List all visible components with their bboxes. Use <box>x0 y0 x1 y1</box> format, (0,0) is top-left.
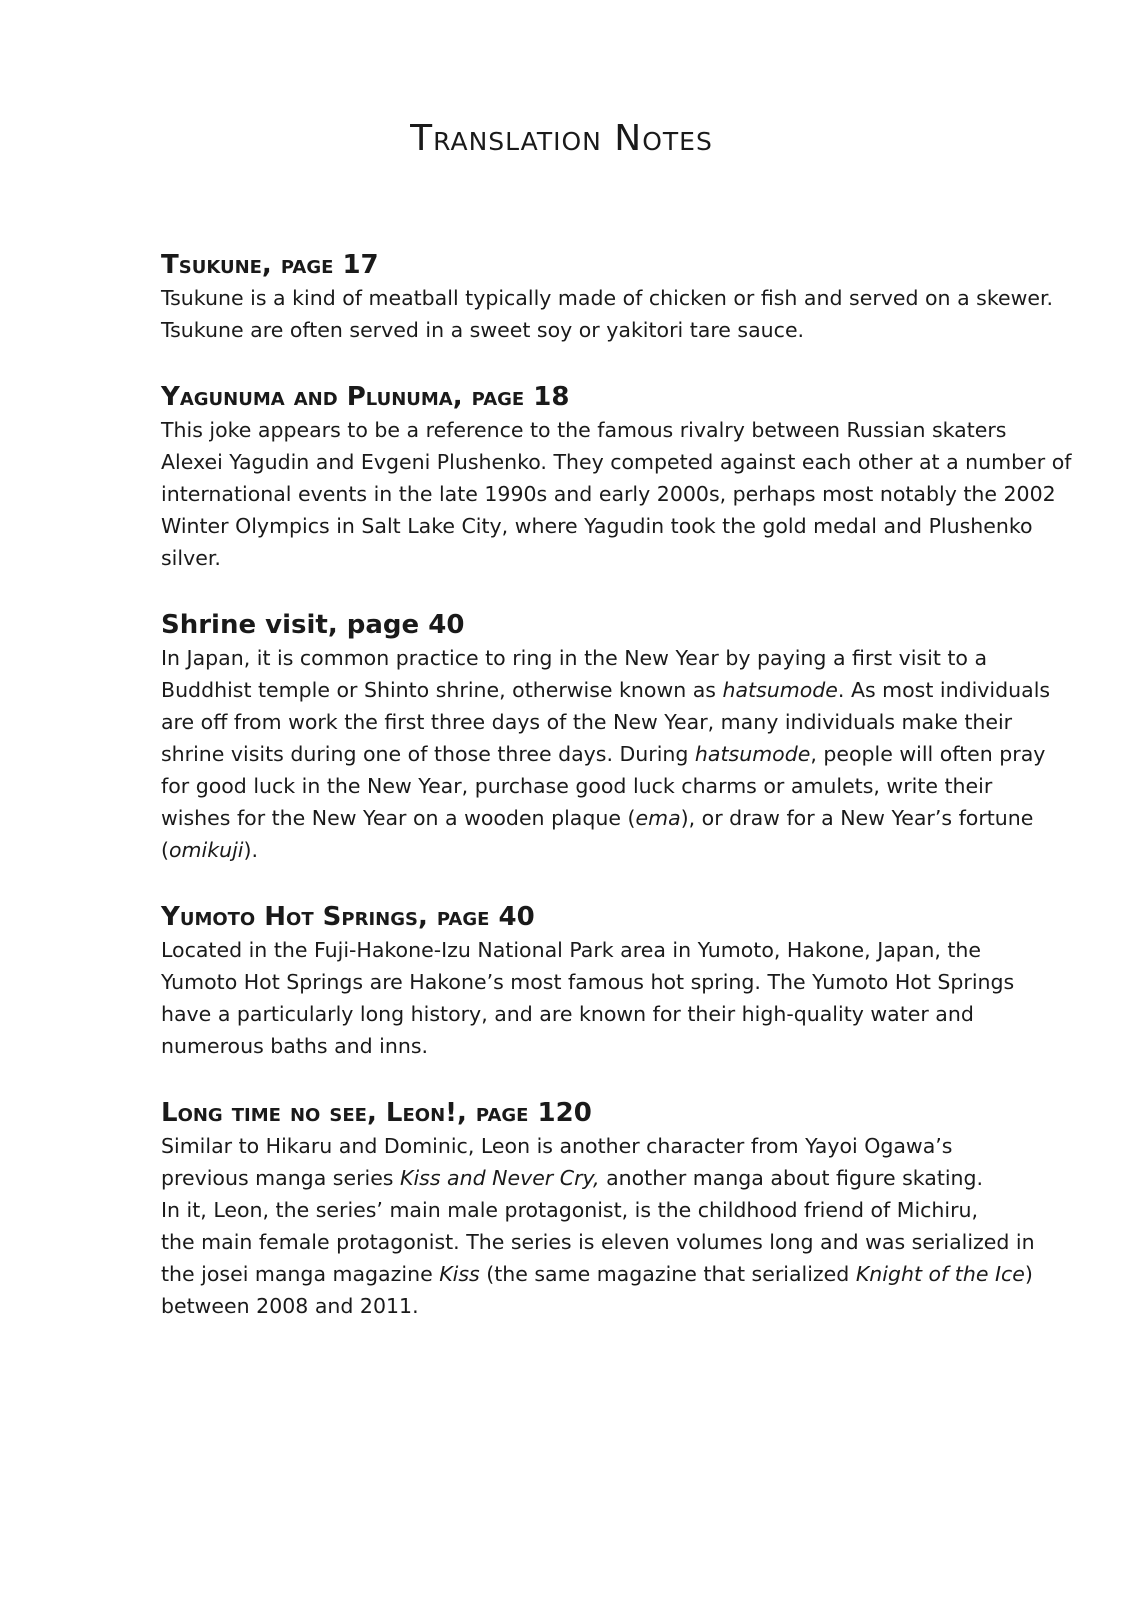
note-line: international events in the late 1990s and early 2000s, perhaps most notably the 2002 <box>161 482 1056 506</box>
italic-term: omikuji <box>169 838 244 862</box>
note-line: In Japan, it is common practice to ring in the New Year by paying a first visit to a <box>161 646 988 670</box>
note-line: Winter Olympics in Salt Lake City, where Yagudin took the gold medal and Plushenko <box>161 514 1033 538</box>
note-line: previous manga series Kiss and Never Cry, another manga about figure skating. <box>161 1166 984 1190</box>
note-line: silver. <box>161 546 221 570</box>
italic-title: Kiss and Never Cry, <box>400 1166 600 1190</box>
note-heading: Shrine visit, page 40 <box>161 610 465 640</box>
note-line: Tsukune are often served in a sweet soy or yakitori tare sauce. <box>161 318 805 342</box>
page-title: Translation Notes <box>410 118 713 159</box>
note-body <box>161 934 1015 1062</box>
note-body <box>161 414 1072 574</box>
note-line: between 2008 and 2011. <box>161 1294 419 1318</box>
note-line: wishes for the New Year on a wooden plaque (ema), or draw for a New Year’s fortune <box>161 806 1034 830</box>
italic-title: Knight of the Ice <box>855 1262 1025 1286</box>
note-heading: Yumoto Hot Springs, page 40 <box>161 902 535 932</box>
note-yagunuma-plunuma <box>161 382 1072 574</box>
note-line: Alexei Yagudin and Evgeni Plushenko. They competed against each other at a number of <box>161 450 1072 474</box>
note-body <box>161 642 1051 866</box>
note-line: the josei manga magazine Kiss (the same magazine that serialized Knight of the Ice) <box>161 1262 1033 1286</box>
italic-term: ema <box>635 806 681 830</box>
note-shrine-visit <box>161 610 1051 866</box>
note-line: numerous baths and inns. <box>161 1034 429 1058</box>
italic-title: Kiss <box>439 1262 480 1286</box>
note-tsukune <box>161 250 1054 346</box>
note-body <box>161 1130 1035 1322</box>
italic-term: hatsumode <box>722 678 838 702</box>
note-line: are off from work the first three days of the New Year, many individuals make their <box>161 710 1013 734</box>
note-line: have a particularly long history, and are known for their high-quality water and <box>161 1002 974 1026</box>
note-line: In it, Leon, the series’ main male protagonist, is the childhood friend of Michiru, <box>161 1198 979 1222</box>
note-line: Similar to Hikaru and Dominic, Leon is another character from Yayoi Ogawa’s <box>161 1134 953 1158</box>
italic-term: hatsumode <box>694 742 811 766</box>
note-line: Tsukune is a kind of meatball typically made of chicken or fish and served on a skewer. <box>161 286 1054 310</box>
note-long-time-no-see-leon <box>161 1098 1035 1322</box>
note-line: Buddhist temple or Shinto shrine, otherwise known as hatsumode. As most individuals <box>161 678 1051 702</box>
note-line: This joke appears to be a reference to the famous rivalry between Russian skaters <box>161 418 1007 442</box>
note-line: Yumoto Hot Springs are Hakone’s most famous hot spring. The Yumoto Hot Springs <box>161 970 1015 994</box>
note-body <box>161 282 1054 346</box>
note-line: Located in the Fuji-Hakone-Izu National Park area in Yumoto, Hakone, Japan, the <box>161 938 982 962</box>
note-line: for good luck in the New Year, purchase good luck charms or amulets, write their <box>161 774 993 798</box>
note-line: (omikuji). <box>161 838 258 862</box>
note-line: shrine visits during one of those three days. During hatsumode, people will often pray <box>161 742 1046 766</box>
note-heading: Yagunuma and Plunuma, page 18 <box>161 382 570 412</box>
note-heading: Long time no see, Leon!, page 120 <box>161 1098 592 1128</box>
note-line: the main female protagonist. The series is eleven volumes long and was serialized in <box>161 1230 1035 1254</box>
note-yumoto-hot-springs <box>161 902 1015 1062</box>
note-heading: Tsukune, page 17 <box>161 250 379 280</box>
